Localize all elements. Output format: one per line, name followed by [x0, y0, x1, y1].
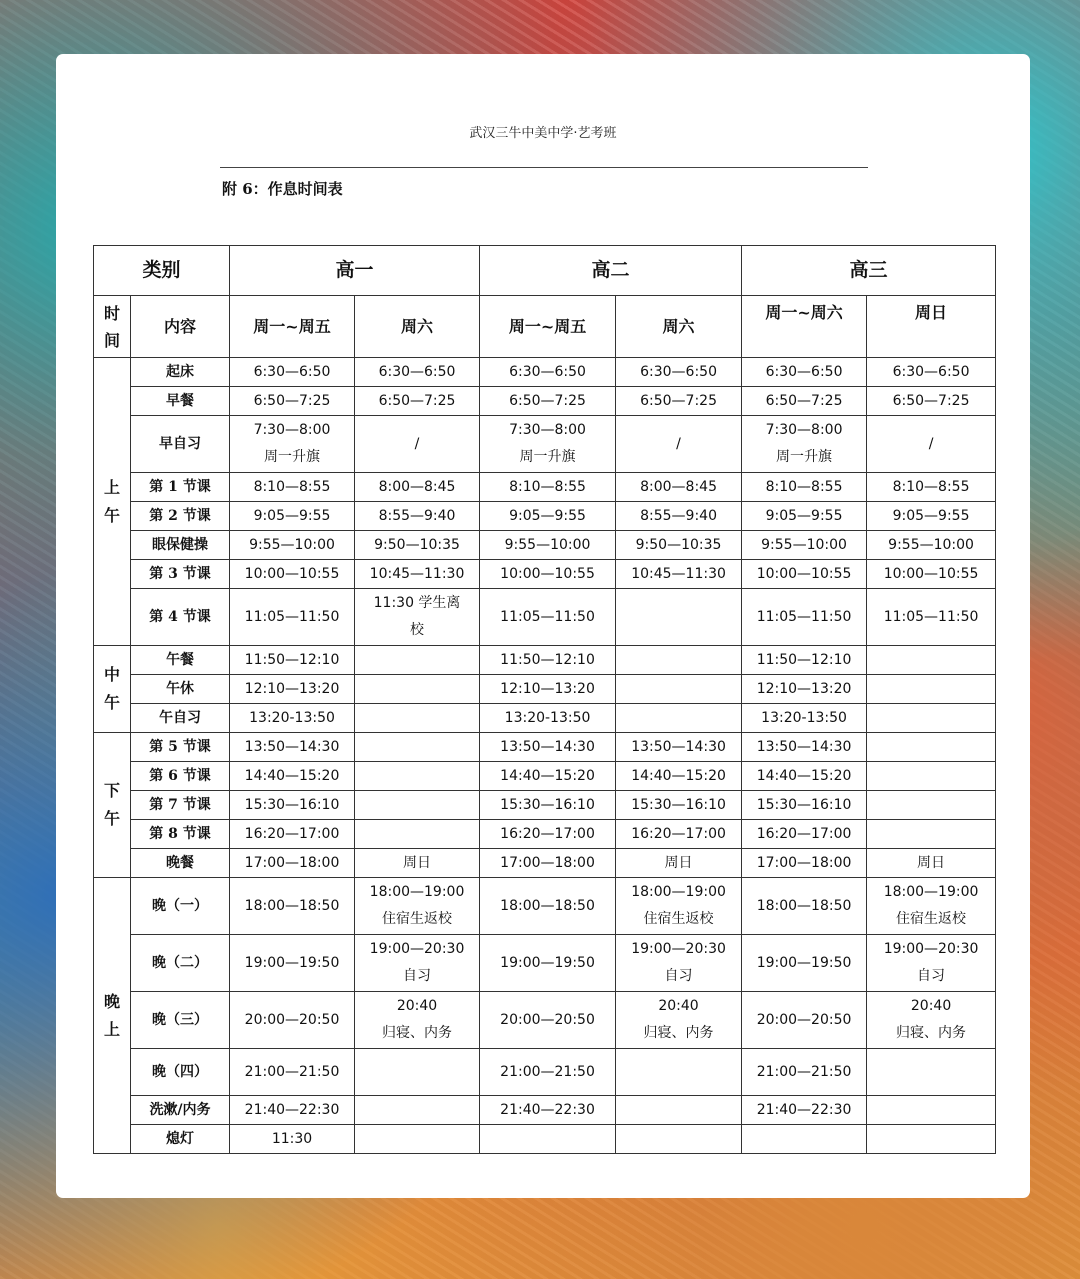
time-cell: [616, 675, 742, 704]
activity-label: 晚（一）: [131, 878, 230, 935]
time-cell-note: 周一升旗: [519, 449, 576, 465]
schedule-row: [94, 560, 996, 589]
time-cell: 14:40—15:20: [742, 762, 867, 791]
time-cell: 6:30—6:50: [867, 358, 996, 387]
schedule-row: [94, 733, 996, 762]
category-header: 类别: [94, 246, 230, 296]
time-cell: 6:50—7:25: [480, 387, 616, 416]
time-cell: [867, 820, 996, 849]
time-cell: 18:00—19:00 住宿生返校: [616, 878, 742, 935]
activity-label: 第 8 节课: [131, 820, 230, 849]
time-cell-note: 自习: [664, 968, 693, 984]
period-label: 晚上: [94, 878, 131, 1154]
time-cell: [355, 820, 480, 849]
time-cell: 12:10—13:20: [230, 675, 355, 704]
time-cell: [867, 733, 996, 762]
time-cell: 13:20-13:50: [742, 704, 867, 733]
time-cell: 18:00—18:50: [230, 878, 355, 935]
time-cell: 6:30—6:50: [616, 358, 742, 387]
activity-label: 眼保健操: [131, 531, 230, 560]
time-cell: 21:00—21:50: [230, 1049, 355, 1096]
time-cell: [355, 704, 480, 733]
time-cell: 6:30—6:50: [742, 358, 867, 387]
time-cell: [867, 646, 996, 675]
time-cell: 21:40—22:30: [480, 1096, 616, 1125]
grade-header: 高二: [480, 246, 742, 296]
time-cell: 6:50—7:25: [616, 387, 742, 416]
time-header: 时间: [94, 296, 131, 358]
time-cell: 21:00—21:50: [742, 1049, 867, 1096]
schedule-row: [94, 762, 996, 791]
time-cell: 9:05—9:55: [480, 502, 616, 531]
time-cell: 10:00—10:55: [867, 560, 996, 589]
time-cell: [616, 646, 742, 675]
schedule-table: [93, 245, 996, 1154]
time-cell: 8:55—9:40: [616, 502, 742, 531]
activity-label: 第 2 节课: [131, 502, 230, 531]
period-label: 下午: [94, 733, 131, 878]
time-cell: 14:40—15:20: [616, 762, 742, 791]
time-cell: 13:20-13:50: [480, 704, 616, 733]
time-cell: /: [867, 416, 996, 473]
grade-header-row: [94, 246, 996, 296]
time-cell: 11:05—11:50: [480, 589, 616, 646]
time-cell: [616, 1096, 742, 1125]
time-cell: 17:00—18:00: [742, 849, 867, 878]
time-cell-note: 住宿生返校: [643, 911, 714, 927]
time-cell: 9:55—10:00: [480, 531, 616, 560]
time-cell-note: 周一升旗: [776, 449, 833, 465]
time-cell: 7:30—8:00 周一升旗: [742, 416, 867, 473]
schedule-row: [94, 704, 996, 733]
time-cell: 9:05—9:55: [742, 502, 867, 531]
time-cell: 16:20—17:00: [616, 820, 742, 849]
time-cell: 9:55—10:00: [867, 531, 996, 560]
time-cell: 15:30—16:10: [616, 791, 742, 820]
time-cell: 19:00—19:50: [742, 935, 867, 992]
grade-header: 高三: [742, 246, 996, 296]
time-cell: 13:50—14:30: [230, 733, 355, 762]
time-cell: 11:05—11:50: [742, 589, 867, 646]
activity-label: 第 1 节课: [131, 473, 230, 502]
day-range-header: 周六: [616, 296, 742, 358]
schedule-row: [94, 358, 996, 387]
time-cell: [355, 1096, 480, 1125]
activity-label: 第 4 节课: [131, 589, 230, 646]
time-cell: [867, 1096, 996, 1125]
time-cell: 18:00—18:50: [480, 878, 616, 935]
activity-label: 熄灯: [131, 1125, 230, 1154]
schedule-row: [94, 473, 996, 502]
time-cell: 15:30—16:10: [230, 791, 355, 820]
time-cell-note: 自习: [403, 968, 432, 984]
schedule-row: [94, 416, 996, 473]
time-cell: 14:40—15:20: [480, 762, 616, 791]
time-cell: 8:00—8:45: [355, 473, 480, 502]
time-cell: [355, 762, 480, 791]
time-cell: 9:55—10:00: [742, 531, 867, 560]
time-cell: [355, 646, 480, 675]
time-cell: 周日: [867, 849, 996, 878]
time-cell: [867, 791, 996, 820]
time-cell: 20:00—20:50: [230, 992, 355, 1049]
schedule-row: [94, 878, 996, 935]
time-cell: 13:50—14:30: [742, 733, 867, 762]
time-cell: 8:10—8:55: [480, 473, 616, 502]
activity-label: 晚餐: [131, 849, 230, 878]
activity-label: 起床: [131, 358, 230, 387]
day-range-header: 周一~周五: [480, 296, 616, 358]
activity-label: 第 3 节课: [131, 560, 230, 589]
time-cell: 9:50—10:35: [355, 531, 480, 560]
time-cell: 6:50—7:25: [867, 387, 996, 416]
time-cell: 6:50—7:25: [742, 387, 867, 416]
schedule-row: [94, 502, 996, 531]
time-cell: 19:00—19:50: [230, 935, 355, 992]
time-cell: [480, 1125, 616, 1154]
time-cell-note: 归寝、内务: [896, 1025, 967, 1041]
time-cell: 20:00—20:50: [742, 992, 867, 1049]
time-cell: 10:45—11:30: [616, 560, 742, 589]
time-cell: 20:00—20:50: [480, 992, 616, 1049]
time-cell: 21:40—22:30: [230, 1096, 355, 1125]
time-cell: [355, 791, 480, 820]
schedule-row: [94, 849, 996, 878]
time-cell: 8:10—8:55: [230, 473, 355, 502]
time-cell: 6:30—6:50: [230, 358, 355, 387]
activity-label: 早餐: [131, 387, 230, 416]
time-cell: 17:00—18:00: [480, 849, 616, 878]
time-cell: 15:30—16:10: [742, 791, 867, 820]
activity-label: 第 5 节课: [131, 733, 230, 762]
time-cell: 6:30—6:50: [480, 358, 616, 387]
activity-label: 第 7 节课: [131, 791, 230, 820]
time-cell: 9:55—10:00: [230, 531, 355, 560]
time-cell: 10:45—11:30: [355, 560, 480, 589]
time-cell: 18:00—19:00 住宿生返校: [355, 878, 480, 935]
time-cell: 11:30 学生离 校: [355, 589, 480, 646]
time-cell: 15:30—16:10: [480, 791, 616, 820]
time-cell: 7:30—8:00 周一升旗: [480, 416, 616, 473]
time-cell: /: [616, 416, 742, 473]
time-cell: 11:50—12:10: [742, 646, 867, 675]
time-cell: 19:00—20:30 自习: [355, 935, 480, 992]
time-cell: [867, 704, 996, 733]
time-cell: 周日: [355, 849, 480, 878]
day-range-header: 周一~周五: [230, 296, 355, 358]
time-cell: [867, 1049, 996, 1096]
activity-label: 午自习: [131, 704, 230, 733]
time-cell: 21:40—22:30: [742, 1096, 867, 1125]
time-cell: 6:50—7:25: [355, 387, 480, 416]
time-cell: 16:20—17:00: [742, 820, 867, 849]
time-cell: 6:50—7:25: [230, 387, 355, 416]
time-cell: [742, 1125, 867, 1154]
time-cell: [867, 675, 996, 704]
time-cell: 20:40 归寝、内务: [616, 992, 742, 1049]
schedule-row: [94, 935, 996, 992]
time-cell: [355, 733, 480, 762]
time-cell: [355, 1125, 480, 1154]
time-cell: 20:40 归寝、内务: [867, 992, 996, 1049]
time-cell: 11:05—11:50: [867, 589, 996, 646]
time-cell-note: 住宿生返校: [382, 911, 453, 927]
time-cell: 7:30—8:00 周一升旗: [230, 416, 355, 473]
time-cell: 10:00—10:55: [480, 560, 616, 589]
day-range-header: 周一~周六: [742, 296, 867, 358]
time-cell: 9:05—9:55: [230, 502, 355, 531]
schedule-row: [94, 531, 996, 560]
time-cell: 8:10—8:55: [867, 473, 996, 502]
activity-label: 晚（二）: [131, 935, 230, 992]
time-cell-note: 住宿生返校: [896, 911, 967, 927]
document-header-title: 武汉三牛中美中学·艺考班: [469, 126, 617, 141]
activity-label: 午休: [131, 675, 230, 704]
schedule-row: [94, 1125, 996, 1154]
time-cell: 13:50—14:30: [480, 733, 616, 762]
time-cell: 19:00—19:50: [480, 935, 616, 992]
activity-label: 晚（三）: [131, 992, 230, 1049]
time-cell: 9:05—9:55: [867, 502, 996, 531]
subheader-row: [94, 296, 996, 358]
schedule-row: [94, 1049, 996, 1096]
time-cell: 12:10—13:20: [480, 675, 616, 704]
time-cell: 11:05—11:50: [230, 589, 355, 646]
time-cell: 16:20—17:00: [230, 820, 355, 849]
time-cell: 13:50—14:30: [616, 733, 742, 762]
time-cell: 8:10—8:55: [742, 473, 867, 502]
time-cell: 12:10—13:20: [742, 675, 867, 704]
time-cell-note: 校: [410, 622, 425, 638]
activity-label: 午餐: [131, 646, 230, 675]
header-divider: [220, 167, 868, 168]
day-range-header: 周日: [867, 296, 996, 358]
time-cell: [616, 704, 742, 733]
time-cell: 10:00—10:55: [230, 560, 355, 589]
activity-label: 晚（四）: [131, 1049, 230, 1096]
section-label: 附 6：作息时间表: [222, 180, 343, 198]
time-cell: [616, 1049, 742, 1096]
activity-label: 第 6 节课: [131, 762, 230, 791]
time-cell: [616, 1125, 742, 1154]
time-cell: 10:00—10:55: [742, 560, 867, 589]
time-cell: 13:20-13:50: [230, 704, 355, 733]
activity-label: 早自习: [131, 416, 230, 473]
time-cell-note: 周一升旗: [264, 449, 321, 465]
time-cell: 21:00—21:50: [480, 1049, 616, 1096]
schedule-row: [94, 387, 996, 416]
time-cell: 18:00—18:50: [742, 878, 867, 935]
time-cell: [355, 1049, 480, 1096]
schedule-row: [94, 992, 996, 1049]
content-header: 内容: [131, 296, 230, 358]
time-cell-note: 归寝、内务: [382, 1025, 453, 1041]
activity-label: 洗漱/内务: [131, 1096, 230, 1125]
time-cell: 17:00—18:00: [230, 849, 355, 878]
schedule-row: [94, 589, 996, 646]
time-cell: 19:00—20:30 自习: [867, 935, 996, 992]
period-label: 上午: [94, 358, 131, 646]
time-cell: 6:30—6:50: [355, 358, 480, 387]
grade-header: 高一: [230, 246, 480, 296]
period-label: 中午: [94, 646, 131, 733]
time-cell: 11:50—12:10: [230, 646, 355, 675]
time-cell: [867, 1125, 996, 1154]
time-cell: 9:50—10:35: [616, 531, 742, 560]
time-cell: 19:00—20:30 自习: [616, 935, 742, 992]
time-cell: 11:50—12:10: [480, 646, 616, 675]
time-cell-note: 归寝、内务: [643, 1025, 714, 1041]
time-cell: /: [355, 416, 480, 473]
time-cell: 8:00—8:45: [616, 473, 742, 502]
time-cell: 14:40—15:20: [230, 762, 355, 791]
time-cell: 20:40 归寝、内务: [355, 992, 480, 1049]
day-range-header: 周六: [355, 296, 480, 358]
time-cell: 18:00—19:00 住宿生返校: [867, 878, 996, 935]
time-cell: 8:55—9:40: [355, 502, 480, 531]
schedule-row: [94, 675, 996, 704]
time-cell: [355, 675, 480, 704]
schedule-row: [94, 646, 996, 675]
time-cell: 11:30: [230, 1125, 355, 1154]
time-cell: [616, 589, 742, 646]
document-page: [56, 54, 1030, 1198]
schedule-row: [94, 1096, 996, 1125]
time-cell: [867, 762, 996, 791]
schedule-row: [94, 791, 996, 820]
time-cell: 周日: [616, 849, 742, 878]
time-cell: 16:20—17:00: [480, 820, 616, 849]
time-cell-note: 自习: [917, 968, 946, 984]
schedule-row: [94, 820, 996, 849]
